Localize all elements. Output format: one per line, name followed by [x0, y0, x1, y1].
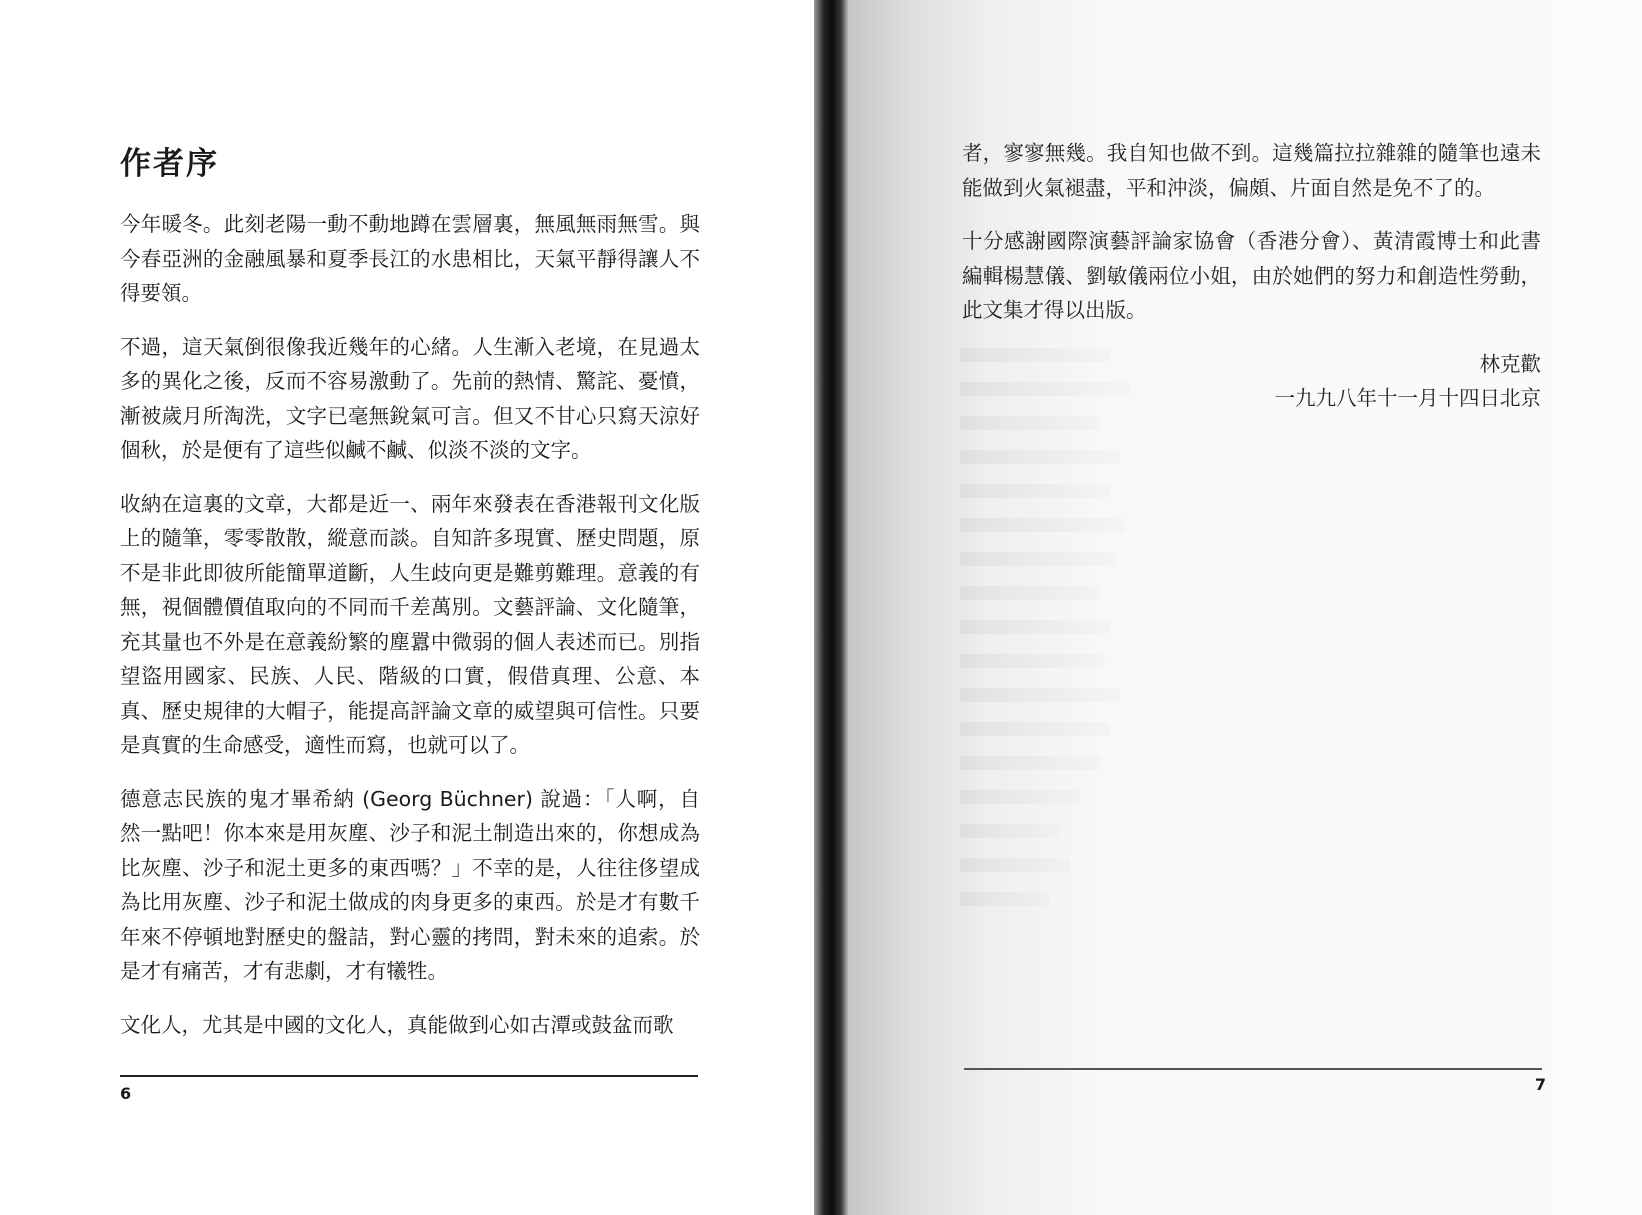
show-through-text [960, 348, 1160, 926]
paragraph: 德意志民族的鬼才畢希納 (Georg Büchner) 說過：「人啊，自然一點吧！你本來是用灰塵、沙子和泥土制造出來的，你想成為比灰塵、沙子和泥土更多的東西嗎？」不幸的是，人往往侈望成為比用灰塵、沙子和泥土做成的肉身更多的東西。於是才有數千年來不停頓地對歷史的盤詰，對心靈的拷問，對未來的追索。於是才有痛苦，才有悲劇，才有犧牲。 [120, 786, 700, 984]
paragraph: 十分感謝國際演藝評論家協會（香港分會）、黃清霞博士和此書編輯楊慧儀、劉敏儀兩位小姐，由於她們的努力和創造性勞動，此文集才得以出版。 [962, 229, 1541, 322]
date-place: 一九九八年十一月十四日北京 [1274, 386, 1541, 410]
paragraph: 今年暖冬。此刻老陽一動不動地蹲在雲層裏，無風無雨無雪。與今春亞洲的金融風暴和夏季長江的水患相比，天氣平靜得讓人不得要領。 [120, 212, 700, 306]
footer-rule [120, 1075, 698, 1077]
chapter-title: 作者序 [120, 146, 219, 182]
book-gutter [814, 0, 848, 1215]
paragraph: 文化人，尤其是中國的文化人，真能做到心如古潭或鼓盆而歌 [120, 1012, 674, 1037]
left-page [0, 0, 814, 1215]
paragraph: 收納在這裏的文章，大都是近一、兩年來發表在香港報刊文化版上的隨筆，零零散散，縱意而談。自知許多現實、歷史問題，原不是非此即彼所能簡單道斷，人生歧向更是難剪難理。意義的有無，視個體價值取向的不同而千差萬別。文藝評論、文化隨筆，充其量也不外是在意義紛繁的塵囂中微弱的個人表述而已。別指望盜用國家、民族、人民、階級的口實，假借真理、公意、本真、歷史規律的大帽子，能提高評論文章的威望與可信性。只要是真實的生命感受，適性而寫，也就可以了。 [120, 491, 700, 758]
page-number-left: 6 [120, 1084, 132, 1103]
right-text-block [962, 136, 1541, 416]
footer-rule [964, 1068, 1542, 1070]
left-text-block [120, 146, 700, 1061]
paragraph: 者，寥寥無幾。我自知也做不到。這幾篇拉拉雜雜的隨筆也遠未能做到火氣褪盡，平和沖淡，偏頗、片面自然是免不了的。 [962, 141, 1541, 200]
paragraph: 不過，這天氣倒很像我近幾年的心緒。人生漸入老境，在見過太多的異化之後，反而不容易激動了。先前的熱情、驚詫、憂憤，漸被歲月所淘洗，文字已毫無銳氣可言。但又不甘心只寫天涼好個秋，於是便有了這些似鹹不鹹、似淡不淡的文字。 [120, 334, 700, 463]
page-number-right: 7 [1534, 1075, 1546, 1094]
author-signature: 林克歡 [1479, 351, 1541, 376]
right-page [848, 0, 1642, 1215]
